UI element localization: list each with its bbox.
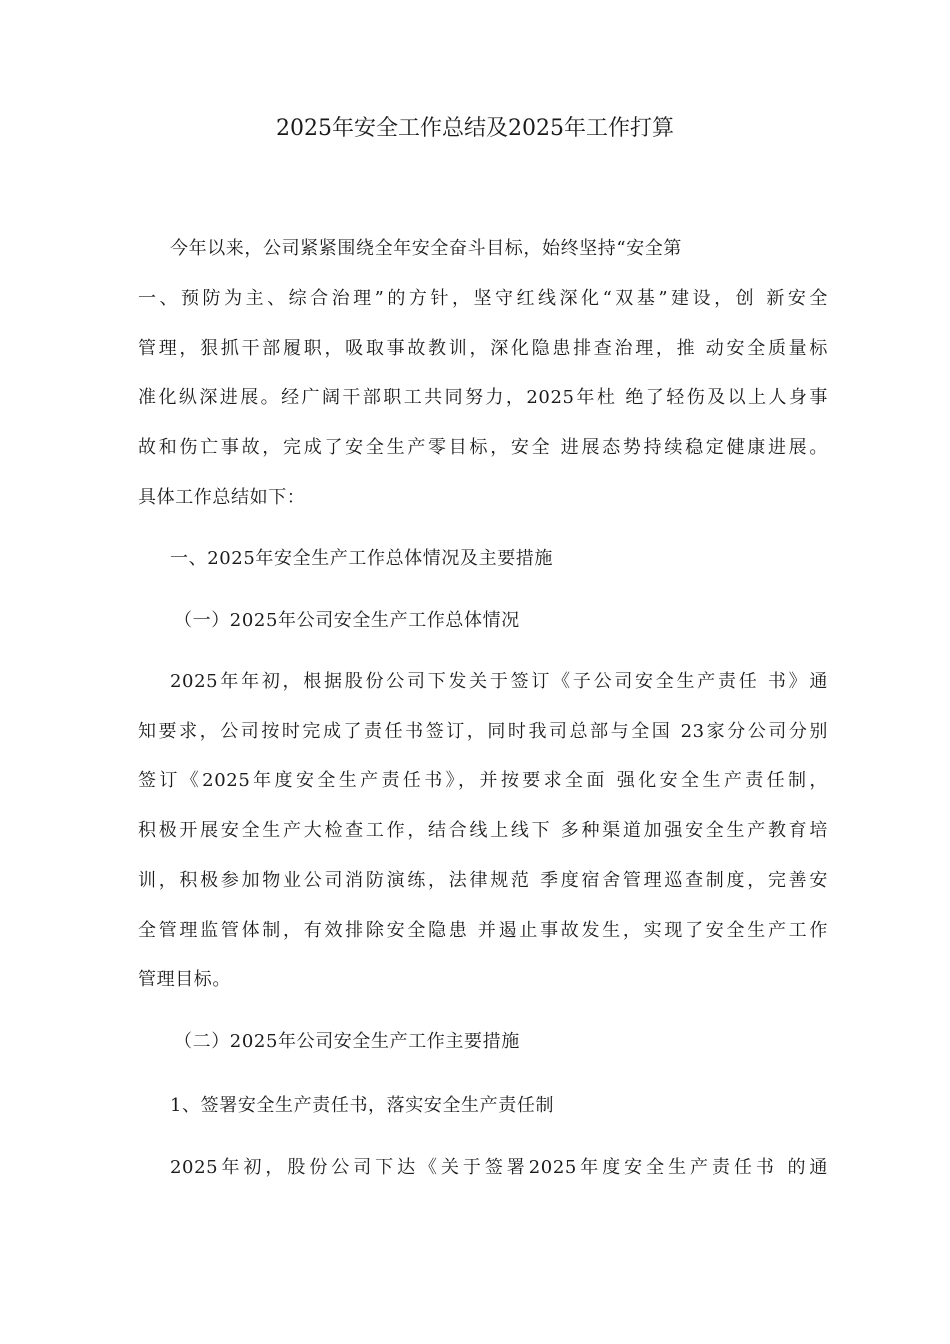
intro-line-2: 一、预防为主、综合治理”的方针，坚守红线深化“双基”建设，创 新安全 (138, 288, 828, 309)
sub1-line-6: 全管理监管体制，有效排除安全隐患 并遏止事故发生，实现了安全生产工作 (138, 920, 828, 941)
document-title: 2025年安全工作总结及2025年工作打算 (276, 116, 674, 141)
sub1-line-4: 积极开展安全生产大检查工作，结合线上线下 多种渠道加强安全生产教育培 (138, 820, 828, 841)
sub1-line-7: 管理目标。 (138, 969, 231, 990)
item1-line-1: 2025年初，股份公司下达《关于签署2025年度安全生产责任书 的通 (170, 1157, 828, 1178)
intro-line-5: 故和伤亡事故，完成了安全生产零目标，安全 进展态势持续稳定健康进展。 (138, 437, 828, 458)
sub1-line-2: 知要求，公司按时完成了责任书签订，同时我司总部与全国 23家分公司分别 (138, 721, 828, 742)
subsection-1-heading: （一）2025年公司安全生产工作总体情况 (174, 610, 520, 631)
sub1-line-1: 2025年年初，根据股份公司下发关于签订《子公司安全生产责任 书》通 (170, 671, 828, 692)
intro-line-4: 准化纵深进展。经广阔干部职工共同努力，2025年杜 绝了轻伤及以上人身事 (138, 387, 828, 408)
sub1-line-5: 训，积极参加物业公司消防演练，法律规范 季度宿舍管理巡查制度，完善安 (138, 870, 828, 891)
section-1-heading: 一、2025年安全生产工作总体情况及主要措施 (170, 548, 554, 569)
subsection-2-heading: （二）2025年公司安全生产工作主要措施 (174, 1031, 520, 1052)
intro-line-1: 今年以来，公司紧紧围绕全年安全奋斗目标，始终坚持“安全第 (170, 238, 682, 259)
intro-line-6: 具体工作总结如下： (138, 487, 306, 508)
intro-line-3: 管理，狠抓干部履职，吸取事故教训，深化隐患排查治理，推 动安全质量标 (138, 338, 828, 359)
sub1-line-3: 签订《2025年度安全生产责任书》，并按要求全面 强化安全生产责任制， (138, 770, 828, 791)
item-1-heading: 1、签署安全生产责任书，落实安全生产责任制 (170, 1095, 555, 1116)
